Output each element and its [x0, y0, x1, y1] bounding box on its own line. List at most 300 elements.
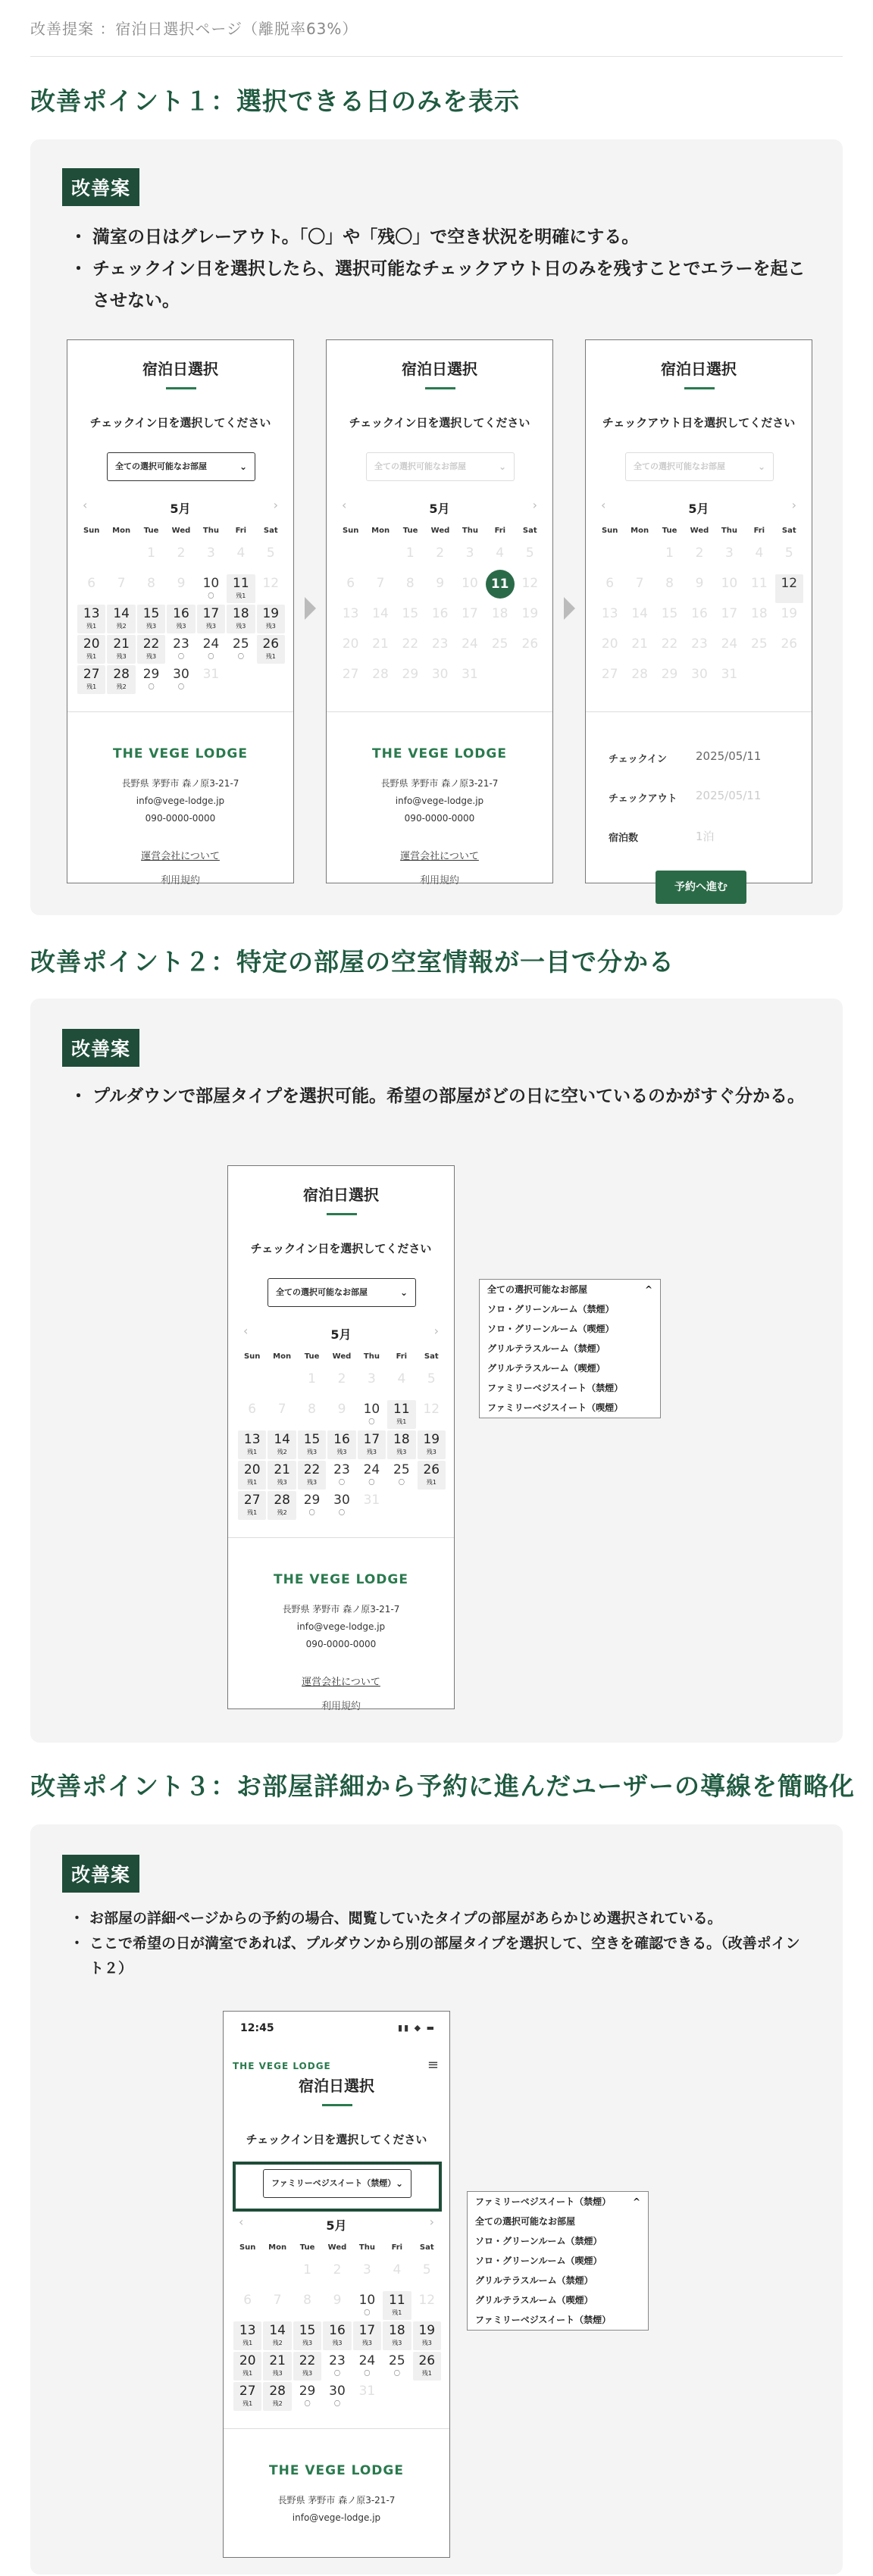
calendar-day[interactable] [263, 2321, 291, 2350]
bullet-item: ・ プルダウンで部屋タイプを選択可能。希望の部屋がどの日に空いているのかがすぐ分かる。 [70, 1080, 812, 1112]
dropdown-option-label: 全ての選択可能なお部屋 [487, 1284, 588, 1295]
calendar-day[interactable] [323, 2382, 351, 2411]
calendar-day [396, 665, 424, 694]
calendar-day-number: 15 [402, 606, 419, 621]
step-arrow-icon [305, 597, 316, 620]
calendar-day[interactable] [418, 1430, 446, 1459]
calendar-day[interactable] [107, 635, 135, 664]
calendar-day [455, 544, 483, 573]
mock-page-title: 宿泊日選択 [303, 1186, 379, 1204]
calendar-day-number: 9 [177, 576, 186, 591]
calendar-day[interactable] [293, 2382, 321, 2411]
prev-month-icon[interactable]: ‹ [243, 1324, 249, 1338]
title-underline [327, 1213, 357, 1215]
calendar-day-status: 〇 [338, 1509, 345, 1516]
calendar-day [516, 665, 544, 694]
calendar-day [418, 1400, 446, 1429]
calendar-day[interactable] [298, 1430, 326, 1459]
dropdown-option-label: ソロ・グリーンルーム（喫煙） [475, 2256, 602, 2266]
dropdown-option[interactable] [480, 1319, 660, 1339]
calendar-day[interactable] [137, 635, 165, 664]
dropdown-option[interactable] [468, 2231, 648, 2251]
next-month-icon[interactable]: › [273, 498, 278, 512]
bullet-list [70, 1906, 812, 1981]
summary-value: 1泊 [696, 830, 715, 843]
room-type-select[interactable] [263, 2169, 411, 2198]
calendar-day[interactable] [323, 2352, 351, 2381]
company-info-link[interactable]: 運営会社について [302, 1677, 380, 1688]
calendar-day-number: 15 [303, 1432, 321, 1447]
calendar-day-number: 28 [274, 1493, 290, 1508]
dropdown-option[interactable] [480, 1299, 660, 1319]
calendar-day-number: 14 [274, 1432, 290, 1447]
calendar-day-status: 残3 [116, 653, 127, 660]
calendar-day-number: 3 [725, 546, 734, 561]
calendar-day-number: 6 [346, 576, 355, 591]
calendar-month: 5月 [330, 1327, 352, 1342]
terms-link[interactable]: 利用規約 [160, 875, 200, 886]
weekday-label: Sun [83, 527, 100, 535]
dropdown-option-label: ファミリーベジスイート（喫煙） [487, 1402, 624, 1413]
calendar-day [596, 665, 624, 694]
dropdown-option[interactable] [480, 1339, 660, 1358]
calendar-day[interactable] [233, 2352, 261, 2381]
calendar-day[interactable] [413, 2352, 441, 2381]
calendar-day[interactable] [233, 2321, 261, 2350]
title-underline [166, 387, 196, 389]
calendar-day-number: 5 [427, 1371, 436, 1386]
calendar-day-status: 〇 [308, 1509, 315, 1516]
room-type-dropdown[interactable] [479, 1279, 661, 1418]
phone-mockup-room-select [227, 1165, 455, 1712]
calendar-day[interactable] [268, 1461, 296, 1490]
calendar-day[interactable] [263, 2352, 291, 2381]
calendar-day-number: 20 [239, 2353, 256, 2368]
calendar-day-number: 23 [333, 1462, 350, 1477]
calendar-day-number: 10 [462, 576, 478, 591]
calendar-day-number: 17 [462, 606, 478, 621]
calendar-day [715, 635, 743, 664]
calendar-day-status: 〇 [393, 2370, 400, 2377]
dropdown-option[interactable] [468, 2290, 648, 2310]
calendar-day-status: 残3 [146, 653, 157, 660]
company-info-link[interactable]: 運営会社について [141, 851, 220, 862]
dropdown-option[interactable] [468, 2192, 648, 2212]
calendar-day-status: 〇 [398, 1479, 405, 1486]
calendar-day-number: 12 [423, 1402, 440, 1417]
calendar-day [486, 635, 515, 664]
footer-contact [228, 1601, 454, 1653]
terms-link[interactable]: 利用規約 [321, 1701, 361, 1712]
calendar-month: 5月 [429, 502, 450, 516]
divider [327, 711, 552, 712]
calendar-day[interactable] [197, 574, 225, 603]
footer-email[interactable]: info@vege-lodge.jp [292, 2512, 381, 2523]
calendar-day [323, 2291, 351, 2320]
calendar-day-status: 残3 [236, 623, 246, 630]
dropdown-option[interactable] [468, 2212, 648, 2231]
weekday-label: Mon [371, 527, 390, 535]
calendar-day-status: 残3 [332, 2340, 343, 2346]
calendar-day-number: 12 [781, 576, 798, 591]
calendar-day[interactable] [413, 2321, 441, 2350]
calendar-day-number: 24 [462, 636, 478, 652]
calendar-day-number: 8 [665, 576, 674, 591]
calendar-day[interactable] [486, 574, 515, 603]
calendar-day-number: 8 [405, 576, 415, 591]
weekday-label: Fri [391, 2243, 403, 2252]
calendar-day-number: 17 [358, 2323, 376, 2338]
mock-page-title: 宿泊日選択 [661, 360, 737, 378]
calendar-day [323, 2261, 351, 2290]
calendar-day-number: 30 [431, 667, 449, 682]
calendar-day[interactable] [227, 574, 255, 603]
chevron-down-icon: ⌄ [757, 461, 765, 472]
calendar-day-number: 28 [372, 667, 389, 682]
next-month-icon[interactable]: › [791, 498, 796, 512]
weekday-label: Wed [327, 2243, 347, 2252]
footer-logo[interactable]: THE VEGE LODGE [113, 746, 248, 761]
calendar-day-number: 6 [243, 2293, 252, 2308]
calendar-grid [336, 543, 545, 695]
site-logo[interactable]: THE VEGE LODGE [233, 2061, 331, 2071]
room-type-select[interactable] [625, 452, 774, 481]
calendar-day-number: 14 [631, 606, 648, 621]
calendar-day-number: 14 [372, 606, 389, 621]
calendar-day-number: 1 [665, 546, 674, 561]
weekday-label: Thu [363, 1352, 380, 1361]
calendar-day[interactable] [293, 2321, 321, 2350]
calendar-day[interactable] [257, 635, 285, 664]
calendar-day [336, 544, 365, 573]
calendar-day[interactable] [418, 1461, 446, 1490]
calendar-day[interactable] [167, 665, 195, 694]
calendar-day[interactable] [107, 605, 135, 633]
calendar-grid [237, 1369, 446, 1521]
calendar-day [715, 574, 743, 603]
calendar-day-number: 2 [337, 1371, 346, 1386]
calendar-day[interactable] [268, 1430, 296, 1459]
calendar-day-number: 2 [333, 2262, 342, 2277]
calendar-day-number: 17 [721, 606, 738, 621]
dropdown-option[interactable] [480, 1378, 660, 1398]
calendar-day [257, 544, 285, 573]
summary-label: チェックアウト [609, 793, 677, 805]
calendar-day-status: 〇 [177, 683, 184, 690]
calendar-day[interactable] [227, 605, 255, 633]
calendar-day[interactable] [327, 1491, 355, 1520]
calendar-day [383, 2382, 411, 2411]
footer-email[interactable]: info@vege-lodge.jp [136, 796, 225, 806]
calendar-day-status: 残1 [392, 2309, 402, 2316]
calendar-day [298, 1370, 326, 1399]
calendar-day[interactable] [353, 2291, 381, 2320]
calendar-day[interactable] [775, 574, 803, 603]
calendar-day-number: 10 [721, 576, 738, 591]
calendar-day[interactable] [383, 2291, 411, 2320]
footer-contact [67, 775, 293, 827]
terms-link[interactable]: 利用規約 [419, 875, 459, 886]
calendar-day [238, 1400, 266, 1429]
weekday-header [77, 527, 286, 535]
calendar-day-status: 残1 [265, 653, 276, 660]
calendar-day[interactable] [107, 665, 135, 694]
calendar-day-status: 残2 [116, 683, 127, 690]
calendar-day-status: 〇 [364, 2309, 371, 2316]
dropdown-option[interactable] [480, 1280, 660, 1299]
calendar-day-status: 残3 [205, 623, 216, 630]
calendar-day-number: 15 [299, 2323, 316, 2338]
calendar-day [396, 574, 424, 603]
calendar-month: 5月 [170, 502, 191, 516]
room-type-select[interactable] [107, 452, 255, 481]
calendar-day [426, 574, 454, 603]
calendar-day-status: 残1 [236, 592, 246, 599]
calendar-day-number: 22 [142, 636, 160, 652]
calendar-day-number: 19 [262, 606, 280, 621]
calendar-day [366, 574, 394, 603]
calendar-day [77, 574, 105, 603]
calendar-day-number: 7 [376, 576, 385, 591]
summary-value: 2025/05/11 [696, 749, 762, 763]
prev-month-icon[interactable]: ‹ [342, 498, 347, 512]
calendar-day-status: 〇 [304, 2400, 311, 2407]
room-type-select-value: 全ての選択可能なお部屋 [634, 461, 725, 471]
calendar-day-number: 22 [303, 1462, 321, 1477]
calendar-day-number: 30 [329, 2384, 346, 2399]
calendar-day-number: 4 [393, 2262, 402, 2277]
dropdown-option[interactable] [480, 1398, 660, 1418]
dropdown-option-label: ソロ・グリーンルーム（禁煙） [487, 1304, 615, 1315]
calendar-day [327, 1370, 355, 1399]
bullet-list [70, 1080, 812, 1112]
calendar-day-number: 5 [525, 546, 534, 561]
calendar-day-number: 1 [147, 546, 155, 561]
calendar-day[interactable] [323, 2321, 351, 2350]
calendar-day [298, 1400, 326, 1429]
room-type-select[interactable] [366, 452, 515, 481]
calendar-day-number: 30 [173, 667, 189, 682]
calendar-day-status: 残1 [86, 683, 97, 690]
hamburger-menu-icon[interactable]: ≡ [427, 2057, 439, 2073]
calendar-day[interactable] [77, 665, 105, 694]
calendar-day-status: 〇 [368, 1479, 375, 1486]
calendar-day-number: 21 [372, 636, 389, 652]
calendar-day[interactable] [298, 1491, 326, 1520]
calendar-day-number: 31 [462, 667, 478, 682]
calendar-day[interactable] [383, 2321, 411, 2350]
calendar-day[interactable] [263, 2382, 291, 2411]
calendar-day [413, 2291, 441, 2320]
calendar-day [516, 544, 544, 573]
room-type-select[interactable] [268, 1278, 416, 1307]
calendar-day [715, 605, 743, 633]
calendar-day[interactable] [167, 635, 195, 664]
calendar-day[interactable] [197, 605, 225, 633]
calendar-day[interactable] [238, 1461, 266, 1490]
calendar-day-number: 3 [368, 1371, 376, 1386]
calendar-day [77, 544, 105, 573]
calendar-day[interactable] [353, 2352, 381, 2381]
footer-phone: 090-0000-0000 [305, 1639, 377, 1649]
calendar-day-number: 25 [389, 2353, 405, 2368]
calendar-day-number: 9 [436, 576, 445, 591]
calendar-day[interactable] [293, 2352, 321, 2381]
weekday-label: Fri [494, 527, 506, 535]
calendar-day[interactable] [327, 1430, 355, 1459]
calendar-day-number: 18 [393, 1432, 410, 1447]
calendar-day-number: 13 [243, 1432, 261, 1447]
proceed-booking-button[interactable]: 予約へ進む [656, 871, 746, 904]
footer-address: 長野県 茅野市 森ノ原3-21-7 [380, 778, 499, 789]
calendar-day[interactable] [358, 1461, 386, 1490]
calendar-day-number: 11 [751, 576, 768, 591]
calendar-day-number: 25 [393, 1462, 410, 1477]
calendar-day-number: 9 [337, 1402, 346, 1417]
calendar-day-number: 12 [521, 576, 539, 591]
mock-page-title: 宿泊日選択 [402, 360, 477, 378]
calendar-day[interactable] [77, 635, 105, 664]
dropdown-option-label: グリルテラスルーム（喫煙） [487, 1363, 605, 1374]
calendar-day [257, 665, 285, 694]
calendar-day[interactable] [387, 1461, 415, 1490]
calendar-day[interactable] [387, 1400, 415, 1429]
calendar-day-status: 残2 [272, 2400, 283, 2407]
company-info-link[interactable]: 運営会社について [400, 851, 479, 862]
calendar-instruction: チェックアウト日を選択してください [602, 416, 796, 430]
calendar-day-status: 〇 [148, 683, 155, 690]
calendar-day[interactable] [137, 605, 165, 633]
calendar-day-status: 残3 [277, 1479, 287, 1486]
calendar-day-number: 25 [233, 636, 249, 652]
next-month-icon[interactable]: › [429, 2215, 434, 2229]
weekday-label: Sat [263, 527, 278, 535]
dropdown-option[interactable] [468, 2271, 648, 2290]
calendar-day-number: 23 [329, 2353, 346, 2368]
calendar-day[interactable] [197, 635, 225, 664]
dropdown-option[interactable] [468, 2251, 648, 2271]
calendar-day [293, 2261, 321, 2290]
calendar-day-status: 残3 [302, 2340, 313, 2346]
footer-phone: 090-0000-0000 [145, 813, 216, 824]
calendar-day-number: 5 [784, 546, 793, 561]
calendar-day[interactable] [327, 1461, 355, 1490]
calendar-grid [77, 543, 286, 695]
calendar-day [455, 574, 483, 603]
calendar-day-number: 26 [262, 636, 280, 652]
footer-logo[interactable]: THE VEGE LODGE [372, 746, 507, 761]
chevron-up-icon: ^ [632, 2196, 640, 2207]
prev-month-icon[interactable]: ‹ [83, 498, 88, 512]
phone-mockup-selected [326, 339, 553, 886]
weekday-label: Sat [419, 2243, 434, 2252]
calendar-day[interactable] [268, 1491, 296, 1520]
bullet-item: ・ お部屋の詳細ページからの予約の場合、閲覧していたタイプの部屋があらかじめ選択されている。 [70, 1906, 812, 1931]
calendar-day-number: 2 [695, 546, 704, 561]
calendar-day-number: 21 [113, 636, 130, 652]
calendar-day [745, 574, 773, 603]
calendar-day [625, 544, 653, 573]
calendar-day [353, 2261, 381, 2290]
calendar-day-number: 9 [695, 576, 704, 591]
calendar-day [413, 2261, 441, 2290]
calendar-day [238, 1370, 266, 1399]
calendar-day-status: 残1 [426, 1479, 436, 1486]
calendar-day-number: 29 [142, 667, 160, 682]
calendar-day-number: 14 [269, 2323, 286, 2338]
calendar-day-number: 4 [755, 546, 764, 561]
calendar-day [167, 544, 195, 573]
calendar-day[interactable] [233, 2382, 261, 2411]
section-1-panel [30, 139, 843, 915]
divider [224, 2428, 449, 2429]
calendar-day [366, 635, 394, 664]
calendar-day-number: 6 [248, 1402, 257, 1417]
dropdown-option[interactable] [480, 1358, 660, 1378]
calendar-day-number: 20 [601, 636, 618, 652]
section-3-panel [30, 1824, 843, 2574]
footer-email[interactable]: info@vege-lodge.jp [296, 1621, 386, 1632]
footer-logo[interactable]: THE VEGE LODGE [274, 1572, 408, 1587]
calendar-day [596, 544, 624, 573]
calendar-day-number: 30 [691, 667, 708, 682]
calendar-instruction: チェックイン日を選択してください [89, 416, 271, 430]
weekday-label: Sun [243, 1352, 261, 1361]
next-month-icon[interactable]: › [532, 498, 537, 512]
footer-email[interactable]: info@vege-lodge.jp [395, 796, 484, 806]
calendar-day [293, 2291, 321, 2320]
calendar-day-number: 13 [83, 606, 100, 621]
calendar-day[interactable] [137, 665, 165, 694]
room-type-dropdown-prefilled[interactable] [467, 2191, 649, 2331]
calendar-day[interactable] [358, 1400, 386, 1429]
calendar-day[interactable] [257, 605, 285, 633]
prev-month-icon[interactable]: ‹ [601, 498, 606, 512]
calendar-day-number: 17 [202, 606, 220, 621]
dropdown-option-label: ソロ・グリーンルーム（禁煙） [475, 2236, 602, 2246]
calendar-day[interactable] [358, 1430, 386, 1459]
calendar-day-number: 5 [266, 546, 275, 561]
status-time: 12:45 [240, 2022, 274, 2034]
footer-logo[interactable]: THE VEGE LODGE [269, 2463, 404, 2478]
calendar-day[interactable] [298, 1461, 326, 1490]
calendar-day[interactable] [387, 1430, 415, 1459]
calendar-day-status: 残3 [366, 1449, 377, 1455]
calendar-day-status: 残1 [242, 2370, 253, 2377]
prev-month-icon[interactable]: ‹ [239, 2215, 244, 2229]
calendar-day [656, 574, 684, 603]
calendar-day-number: 16 [173, 606, 189, 621]
calendar-day-number: 22 [402, 636, 419, 652]
calendar-day[interactable] [383, 2352, 411, 2381]
proposal-badge: 改善案 [62, 1855, 139, 1893]
calendar-day[interactable] [227, 635, 255, 664]
calendar-day-number: 28 [113, 667, 130, 682]
calendar-day-number: 18 [389, 2323, 405, 2338]
calendar-day-number: 3 [465, 546, 474, 561]
calendar-day[interactable] [167, 605, 195, 633]
calendar-day[interactable] [238, 1491, 266, 1520]
calendar-day-number: 1 [303, 2262, 311, 2277]
calendar-day-number: 8 [303, 2293, 311, 2308]
next-month-icon[interactable]: › [433, 1324, 439, 1338]
calendar-day [418, 1491, 446, 1520]
dropdown-option[interactable] [468, 2310, 648, 2330]
calendar-month: 5月 [326, 2218, 347, 2233]
calendar-day[interactable] [238, 1430, 266, 1459]
calendar-day[interactable] [77, 605, 105, 633]
calendar-day[interactable] [353, 2321, 381, 2350]
